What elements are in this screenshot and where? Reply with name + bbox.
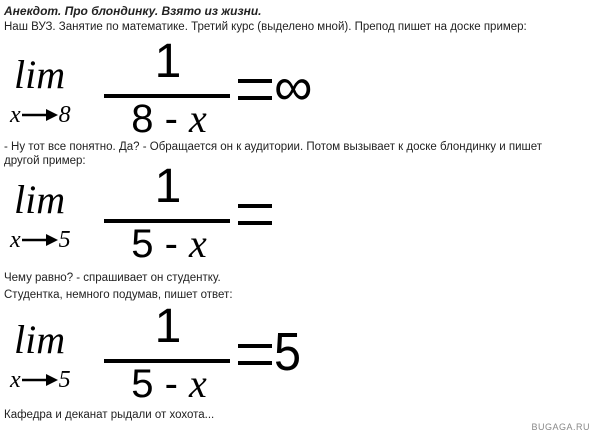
- denominator-variable: x: [189, 221, 207, 266]
- limit-variable: x: [10, 227, 21, 253]
- equals-sign-icon: [238, 77, 272, 103]
- right-arrow-icon: [22, 108, 58, 122]
- denominator-number: 8 -: [131, 97, 190, 141]
- right-arrow-icon: [22, 373, 58, 387]
- lim-label: lim: [14, 317, 66, 362]
- middle-text-line-1: - Ну тот все понятно. Да? - Обращается он к аудитории. Потом вызывает к доске блондинку и пишет: [4, 141, 543, 153]
- denominator-number: 5 -: [131, 362, 190, 406]
- limit-variable: x: [10, 367, 21, 393]
- lim-label: lim: [14, 52, 66, 97]
- numerator: 1: [154, 300, 182, 353]
- denominator-variable: x: [189, 96, 207, 141]
- limit-formula-3: [0, 300, 340, 410]
- denominator-variable: x: [189, 361, 207, 406]
- joke-title: Анекдот. Про блондинку. Взято из жизни.: [4, 4, 262, 18]
- site-watermark: BUGAGA.RU: [531, 422, 590, 432]
- ending-text: Кафедра и деканат рыдали от хохота...: [4, 409, 215, 421]
- right-arrow-icon: [22, 233, 58, 247]
- denominator-number: 5 -: [131, 222, 190, 266]
- result-five: 5: [274, 322, 302, 382]
- denominator: [104, 97, 234, 141]
- limit-subscript: [10, 368, 71, 392]
- limit-subscript: [10, 103, 71, 127]
- denominator: [104, 362, 234, 406]
- middle-text-line-2: другой пример:: [4, 155, 86, 167]
- limit-variable: x: [10, 102, 21, 128]
- result-infinity: ∞: [274, 57, 313, 117]
- limit-target: 5: [58, 227, 71, 253]
- intro-text: Наш ВУЗ. Занятие по математике. Третий курс (выделено мной). Препод пишет на доске пример:: [4, 21, 527, 33]
- numerator: 1: [154, 35, 182, 88]
- question-text: Чему равно? - спрашивает он студентку.: [4, 272, 221, 284]
- lim-label: lim: [14, 177, 66, 222]
- denominator: [104, 222, 234, 266]
- equals-sign-icon: [238, 202, 272, 228]
- limit-target: 5: [58, 367, 71, 393]
- limit-formula-1: [0, 35, 340, 145]
- equals-sign-icon: [238, 342, 272, 368]
- limit-formula-2: [0, 160, 340, 272]
- limit-target: 8: [58, 102, 71, 128]
- answer-intro-text: Студентка, немного подумав, пишет ответ:: [4, 289, 233, 301]
- numerator: 1: [154, 160, 182, 213]
- limit-subscript: [10, 228, 71, 252]
